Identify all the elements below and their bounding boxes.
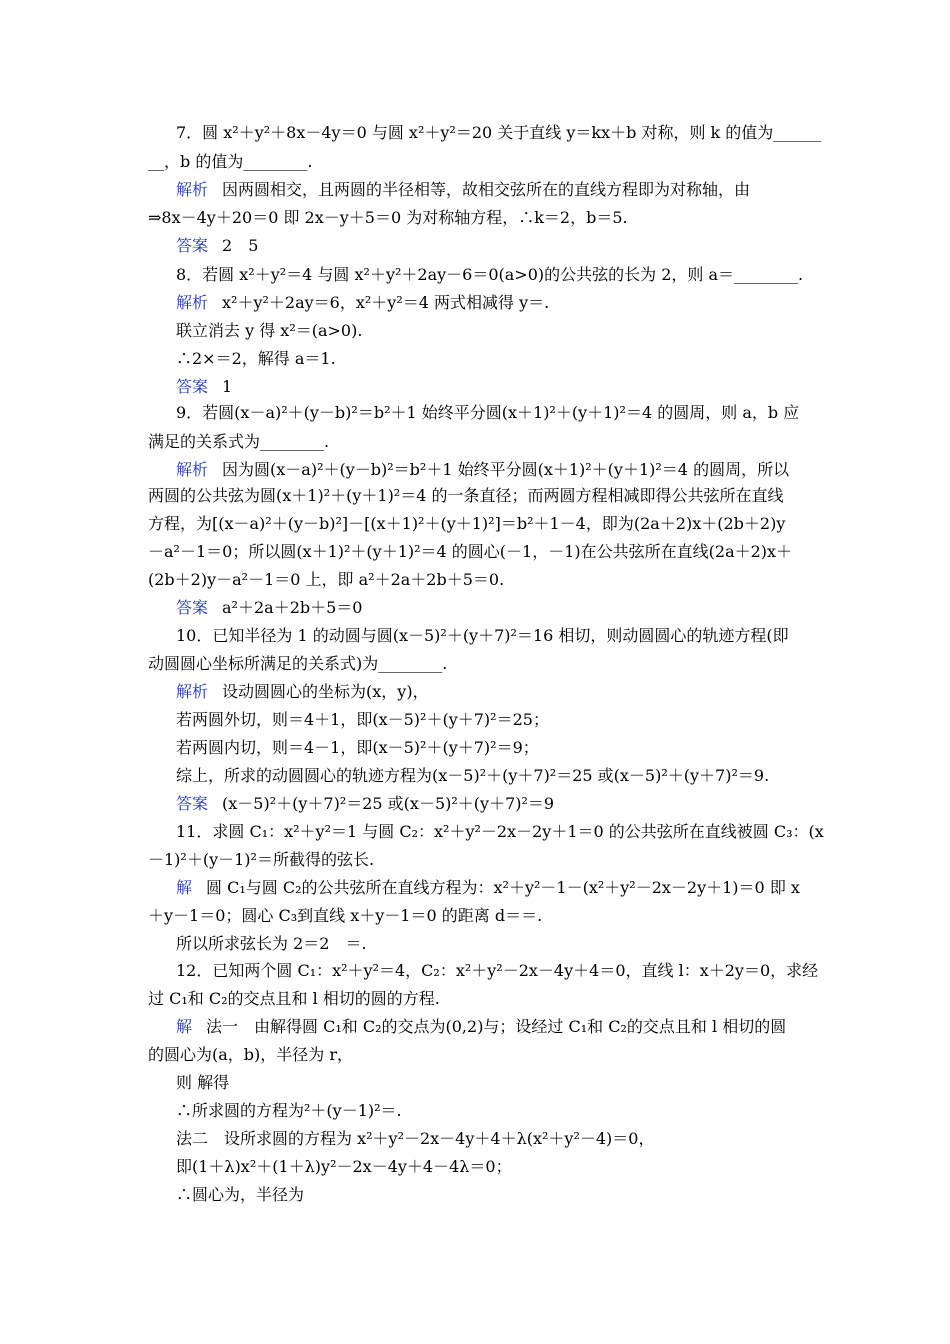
- problem-8-analysis-3: ∴2×＝2，解得 a＝1.: [176, 349, 336, 368]
- analysis-label: 解析: [176, 682, 209, 701]
- problem-8-analysis-2: 联立消去 y 得 x²＝(a>0).: [176, 321, 363, 340]
- problem-10-analysis-4: 综上，所求的动圆圆心的轨迹方程为(x－5)²＋(y＋7)²＝25 或(x－5)²＋(y＋7)²＝9.: [176, 766, 770, 785]
- problem-10-analysis-2: 若两圆外切，则＝4＋1，即(x－5)²＋(y＋7)²＝25；: [176, 710, 549, 729]
- problem-12-method-2-line-3: ∴圆心为，半径为: [176, 1185, 305, 1204]
- problem-9-analysis: 解析 因为圆(x－a)²＋(y－b)²＝b²＋1 始终平分圆(x＋1)²＋(y＋1)²＝4 的圆周，所以: [176, 460, 790, 479]
- solution-label: 解: [176, 1017, 193, 1036]
- answer-label: 答案: [176, 236, 209, 255]
- problem-10-analysis-3: 若两圆内切，则＝4－1，即(x－5)²＋(y＋7)²＝9；: [176, 738, 539, 757]
- problem-11-solution-2: ＋y－1＝0；圆心 C₃到直线 x＋y－1＝0 的距离 d＝＝.: [148, 906, 543, 925]
- answer-label: 答案: [176, 794, 209, 813]
- problem-10-line-2: 动圆圆心坐标所满足的关系式)为________.: [148, 654, 448, 673]
- analysis-label: 解析: [176, 180, 209, 199]
- problem-9-line-1: 9．若圆(x－a)²＋(y－b)²＝b²＋1 始终平分圆(x＋1)²＋(y＋1)²＝4 的圆周，则 a，b 应: [176, 403, 800, 422]
- answer-label: 答案: [176, 377, 209, 396]
- problem-7-answer: 答案 2 5: [176, 236, 259, 255]
- problem-12-method-2-line-2: 即(1＋λ)x²＋(1＋λ)y²－2x－4y＋4－4λ＝0；: [176, 1157, 512, 1176]
- problem-9-analysis-5: (2b＋2)y－a²－1＝0 上，即 a²＋2a＋2b＋5＝0.: [148, 570, 505, 589]
- problem-7-line-1: 7．圆 x²＋y²＋8x－4y＝0 与圆 x²＋y²＝20 关于直线 y＝kx＋b 对称，则 k 的值为______: [176, 123, 822, 142]
- problem-9-analysis-4: －a²－1＝0；所以圆(x＋1)²＋(y＋1)²＝4 的圆心(－1，－1)在公共弦所在直线(2a＋2)x＋: [148, 542, 793, 561]
- problem-8-answer: 答案 1: [176, 377, 233, 396]
- problem-12-solution-3: 则 解得: [176, 1073, 230, 1092]
- problem-7-line-2: __，b 的值为________.: [148, 152, 313, 171]
- problem-11-line-1: 11．求圆 C₁：x²＋y²＝1 与圆 C₂：x²＋y²－2x－2y＋1＝0 的公共弦所在直线被圆 C₃：(x: [176, 822, 824, 841]
- problem-9-line-2: 满足的关系式为________.: [148, 432, 330, 451]
- problem-10-analysis: 解析 设动圆圆心的坐标为(x，y)，: [176, 682, 429, 701]
- problem-12-line-2: 过 C₁和 C₂的交点且和 l 相切的圆的方程.: [148, 989, 440, 1008]
- problem-12-method-2: 法二 设所求圆的方程为 x²＋y²－2x－4y＋4＋λ(x²＋y²－4)＝0，: [176, 1129, 655, 1148]
- problem-11-line-2: －1)²＋(y－1)²＝所截得的弦长.: [148, 850, 375, 869]
- problem-9-analysis-3: 方程，为[(x－a)²＋(y－b)²]－[(x＋1)²＋(y＋1)²]＝b²＋1－4，即为(2a＋2)x＋(2b＋2)y: [148, 514, 786, 533]
- problem-9-answer: 答案 a²＋2a＋2b＋5＝0: [176, 598, 363, 617]
- analysis-label: 解析: [176, 460, 209, 479]
- problem-8-analysis: 解析 x²＋y²＋2ay＝6，x²＋y²＝4 两式相减得 y＝.: [176, 293, 550, 312]
- solution-label: 解: [176, 878, 193, 897]
- problem-12-line-1: 12．已知两个圆 C₁：x²＋y²＝4，C₂：x²＋y²－2x－4y＋4＝0，直线 l：x＋2y＝0，求经: [176, 961, 819, 980]
- problem-10-answer: 答案 (x－5)²＋(y＋7)²＝25 或(x－5)²＋(y＋7)²＝9: [176, 794, 555, 813]
- analysis-label: 解析: [176, 293, 209, 312]
- answer-label: 答案: [176, 598, 209, 617]
- problem-12-solution-4: ∴所求圆的方程为²＋(y－1)²＝.: [176, 1101, 402, 1120]
- problem-11-solution-3: 所以所求弦长为 2＝2 ＝.: [176, 934, 367, 953]
- problem-7-analysis-cont: ⇒8x－4y＋20＝0 即 2x－y＋5＝0 为对称轴方程，∴k＝2，b＝5.: [148, 208, 628, 227]
- problem-11-solution: 解 圆 C₁与圆 C₂的公共弦所在直线方程为：x²＋y²－1－(x²＋y²－2x－2y＋1)＝0 即 x: [176, 878, 800, 897]
- problem-9-analysis-2: 两圆的公共弦为圆(x＋1)²＋(y＋1)²＝4 的一条直径；而两圆方程相减即得公共弦所在直线: [148, 486, 784, 505]
- problem-12-solution-2: 的圆心为(a，b)，半径为 r，: [148, 1045, 354, 1064]
- problem-12-solution: 解 法一 由解得圆 C₁和 C₂的交点为(0,2)与；设经过 C₁和 C₂的交点且和 l 相切的圆: [176, 1017, 787, 1036]
- problem-7-analysis: 解析 因两圆相交，且两圆的半径相等，故相交弦所在的直线方程即为对称轴，由: [176, 180, 751, 199]
- problem-10-line-1: 10．已知半径为 1 的动圆与圆(x－5)²＋(y＋7)²＝16 相切，则动圆圆心的轨迹方程(即: [176, 626, 789, 645]
- problem-8-line-1: 8．若圆 x²＋y²＝4 与圆 x²＋y²＋2ay－6＝0(a>0)的公共弦的长为 2，则 a＝________.: [176, 265, 804, 284]
